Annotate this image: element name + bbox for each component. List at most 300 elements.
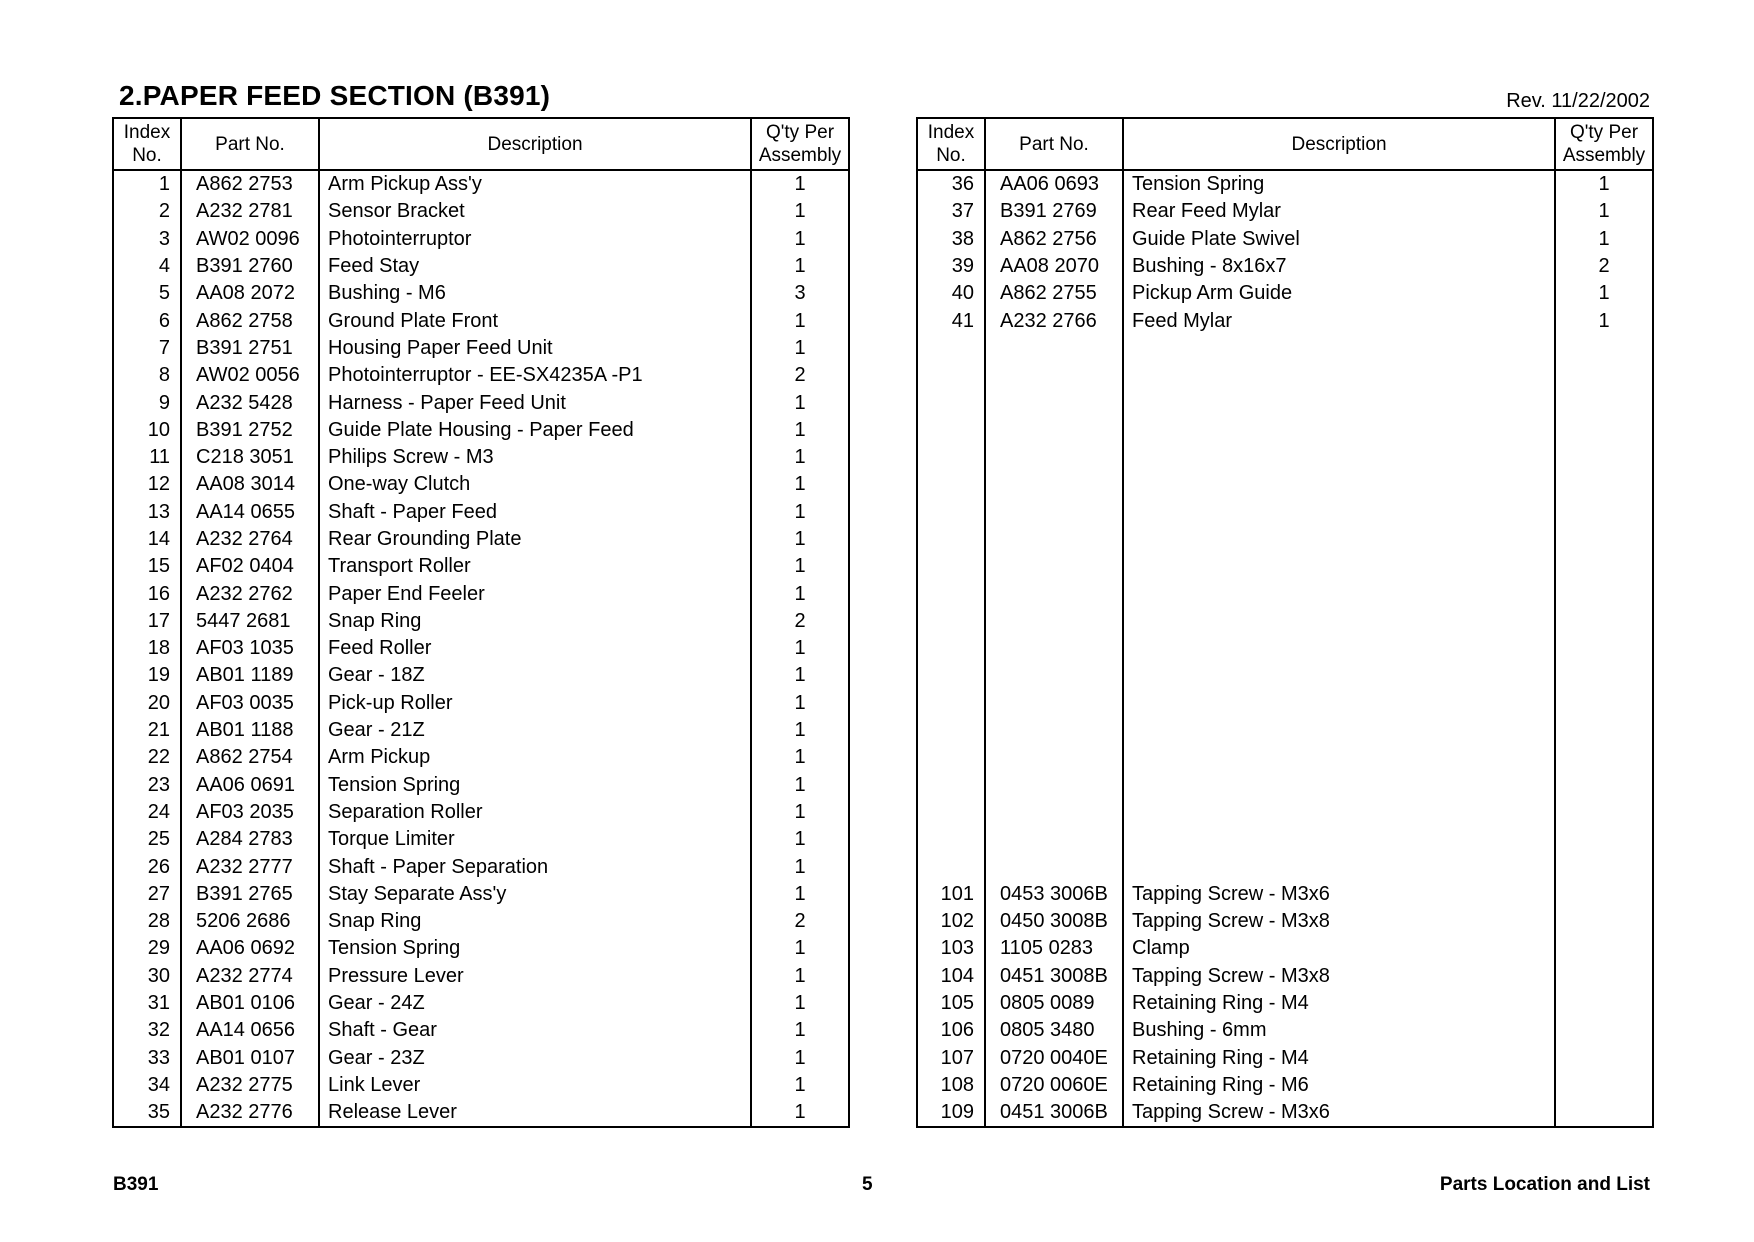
index-cell: 13 <box>113 499 181 526</box>
index-cell: 41 <box>917 307 985 334</box>
qty-cell <box>1555 471 1653 498</box>
table-row <box>917 963 1653 990</box>
qty-cell: 3 <box>794 282 806 305</box>
parts-table-left <box>112 117 850 1128</box>
qty-cell: 2 <box>1598 255 1610 278</box>
qty-cell: 1 <box>794 500 806 523</box>
part-no-cell <box>985 608 1123 635</box>
part-no-cell: AA06 0693 <box>985 170 1123 198</box>
part-no-cell: 0451 3008B <box>985 963 1123 990</box>
index-cell: 104 <box>917 963 985 990</box>
table-row <box>917 1072 1653 1099</box>
part-no-cell: B391 2769 <box>985 198 1123 225</box>
index-cell: 18 <box>113 635 181 662</box>
index-cell: 8 <box>113 362 181 389</box>
description-cell: Feed Roller <box>319 635 751 662</box>
description-cell <box>1123 744 1555 771</box>
description-cell <box>1123 553 1555 580</box>
index-cell: 7 <box>113 335 181 362</box>
qty-cell: 1 <box>794 800 806 823</box>
description-cell: One-way Clutch <box>319 471 751 498</box>
part-no-header: Part No. <box>181 118 319 170</box>
qty-header: Q'ty Per Assembly <box>1555 118 1653 170</box>
description-cell <box>1123 526 1555 553</box>
qty-cell <box>1555 935 1653 962</box>
part-no-cell: 0805 3480 <box>985 1017 1123 1044</box>
index-cell: 105 <box>917 990 985 1017</box>
qty-cell: 1 <box>794 555 806 578</box>
description-cell: Tapping Screw - M3x6 <box>1123 1099 1555 1127</box>
index-cell <box>917 853 985 880</box>
part-no-cell: A232 2775 <box>181 1072 319 1099</box>
table-row <box>917 690 1653 717</box>
description-cell: Feed Mylar <box>1123 307 1555 334</box>
part-no-cell <box>985 417 1123 444</box>
table-row <box>917 1045 1653 1072</box>
description-cell <box>1123 662 1555 689</box>
qty-cell: 1 <box>794 336 806 359</box>
index-cell <box>917 799 985 826</box>
description-cell: Philips Screw - M3 <box>319 444 751 471</box>
part-no-cell: 0453 3006B <box>985 881 1123 908</box>
part-no-cell: AW02 0096 <box>181 226 319 253</box>
table-row <box>113 1045 849 1072</box>
qty-cell: 1 <box>1598 200 1610 223</box>
part-no-cell: 1105 0283 <box>985 935 1123 962</box>
qty-cell <box>1555 444 1653 471</box>
qty-cell <box>1555 1017 1653 1044</box>
part-no-cell: B391 2752 <box>181 417 319 444</box>
qty-cell <box>1555 580 1653 607</box>
table-row <box>917 389 1653 416</box>
description-cell: Shaft - Paper Separation <box>319 853 751 880</box>
qty-cell: 1 <box>794 1046 806 1069</box>
table-row <box>917 990 1653 1017</box>
index-cell: 24 <box>113 799 181 826</box>
table-row <box>917 635 1653 662</box>
description-cell: Tapping Screw - M3x8 <box>1123 908 1555 935</box>
table-row <box>917 1099 1653 1127</box>
index-cell: 31 <box>113 990 181 1017</box>
index-cell: 32 <box>113 1017 181 1044</box>
table-row <box>113 826 849 853</box>
index-cell: 25 <box>113 826 181 853</box>
index-cell: 10 <box>113 417 181 444</box>
qty-cell: 2 <box>794 364 806 387</box>
table-row <box>917 417 1653 444</box>
table-row <box>917 335 1653 362</box>
part-no-cell <box>985 499 1123 526</box>
table-row <box>113 553 849 580</box>
index-cell: 6 <box>113 307 181 334</box>
index-cell <box>917 826 985 853</box>
index-cell <box>917 471 985 498</box>
qty-cell: 1 <box>794 473 806 496</box>
index-cell: 16 <box>113 580 181 607</box>
footer-model: B391 <box>113 1174 159 1195</box>
qty-cell: 2 <box>794 609 806 632</box>
table-row <box>113 935 849 962</box>
qty-cell: 1 <box>1598 173 1610 196</box>
part-no-cell: C218 3051 <box>181 444 319 471</box>
description-cell: Tapping Screw - M3x8 <box>1123 963 1555 990</box>
description-cell: Pick-up Roller <box>319 690 751 717</box>
qty-cell: 1 <box>794 964 806 987</box>
qty-cell <box>1555 908 1653 935</box>
table-row <box>113 526 849 553</box>
qty-cell <box>1555 389 1653 416</box>
index-cell <box>917 362 985 389</box>
table-row <box>113 362 849 389</box>
description-cell: Gear - 23Z <box>319 1045 751 1072</box>
table-row <box>917 526 1653 553</box>
part-no-cell: AF03 0035 <box>181 690 319 717</box>
index-cell <box>917 444 985 471</box>
description-cell: Bushing - 6mm <box>1123 1017 1555 1044</box>
description-cell: Pickup Arm Guide <box>1123 280 1555 307</box>
part-no-cell: A862 2758 <box>181 307 319 334</box>
index-cell: 1 <box>113 170 181 198</box>
index-cell: 33 <box>113 1045 181 1072</box>
index-cell: 27 <box>113 881 181 908</box>
description-cell: Retaining Ring - M4 <box>1123 1045 1555 1072</box>
part-no-cell <box>985 526 1123 553</box>
table-row <box>113 580 849 607</box>
part-no-cell <box>985 662 1123 689</box>
description-cell: Gear - 18Z <box>319 662 751 689</box>
qty-cell: 1 <box>794 227 806 250</box>
table-row <box>917 744 1653 771</box>
table-row <box>113 198 849 225</box>
index-cell: 29 <box>113 935 181 962</box>
qty-cell: 1 <box>794 637 806 660</box>
index-cell: 19 <box>113 662 181 689</box>
table-row <box>113 772 849 799</box>
description-cell: Tension Spring <box>319 772 751 799</box>
index-cell: 101 <box>917 881 985 908</box>
description-cell: Link Lever <box>319 1072 751 1099</box>
table-row <box>917 608 1653 635</box>
description-cell <box>1123 362 1555 389</box>
index-cell: 103 <box>917 935 985 962</box>
description-cell: Tapping Screw - M3x6 <box>1123 881 1555 908</box>
part-no-cell: 5447 2681 <box>181 608 319 635</box>
index-cell <box>917 389 985 416</box>
qty-cell <box>1555 772 1653 799</box>
table-row <box>113 253 849 280</box>
table-row <box>917 362 1653 389</box>
index-cell: 39 <box>917 253 985 280</box>
qty-cell <box>1555 990 1653 1017</box>
description-cell <box>1123 826 1555 853</box>
part-no-cell: AA08 2072 <box>181 280 319 307</box>
qty-cell <box>1555 362 1653 389</box>
description-cell: Release Lever <box>319 1099 751 1127</box>
table-row <box>113 690 849 717</box>
description-cell: Ground Plate Front <box>319 307 751 334</box>
table-row <box>917 580 1653 607</box>
table-row <box>113 444 849 471</box>
qty-cell: 1 <box>794 773 806 796</box>
description-cell: Pressure Lever <box>319 963 751 990</box>
description-cell <box>1123 635 1555 662</box>
qty-cell: 1 <box>794 691 806 714</box>
qty-cell: 1 <box>794 828 806 851</box>
description-cell <box>1123 471 1555 498</box>
qty-cell: 1 <box>794 992 806 1015</box>
part-no-cell: AA06 0692 <box>181 935 319 962</box>
description-cell: Bushing - M6 <box>319 280 751 307</box>
description-cell <box>1123 853 1555 880</box>
index-cell: 20 <box>113 690 181 717</box>
index-cell <box>917 499 985 526</box>
table-row <box>917 772 1653 799</box>
part-no-cell: A232 2781 <box>181 198 319 225</box>
table-row <box>113 1072 849 1099</box>
table-row <box>113 608 849 635</box>
index-cell: 28 <box>113 908 181 935</box>
index-cell <box>917 690 985 717</box>
table-row <box>917 826 1653 853</box>
table-row <box>113 963 849 990</box>
table-row <box>113 170 849 198</box>
qty-cell <box>1555 1072 1653 1099</box>
part-no-cell <box>985 799 1123 826</box>
description-cell: Guide Plate Swivel <box>1123 226 1555 253</box>
part-no-cell: AF03 2035 <box>181 799 319 826</box>
qty-cell <box>1555 1099 1653 1127</box>
description-cell: Transport Roller <box>319 553 751 580</box>
part-no-cell: AB01 1189 <box>181 662 319 689</box>
qty-cell: 1 <box>794 255 806 278</box>
index-cell: 12 <box>113 471 181 498</box>
part-no-cell <box>985 553 1123 580</box>
index-cell <box>917 662 985 689</box>
table-row <box>113 499 849 526</box>
qty-cell <box>1555 608 1653 635</box>
description-cell <box>1123 499 1555 526</box>
part-no-cell: AF02 0404 <box>181 553 319 580</box>
footer-page-number: 5 <box>862 1174 873 1195</box>
qty-cell: 1 <box>794 418 806 441</box>
part-no-cell: AB01 0107 <box>181 1045 319 1072</box>
table-row <box>917 935 1653 962</box>
qty-cell <box>1555 690 1653 717</box>
description-cell: Arm Pickup Ass'y <box>319 170 751 198</box>
index-cell <box>917 580 985 607</box>
table-row <box>917 280 1653 307</box>
table-row <box>113 881 849 908</box>
index-cell: 30 <box>113 963 181 990</box>
description-cell <box>1123 608 1555 635</box>
qty-cell <box>1555 799 1653 826</box>
description-cell <box>1123 799 1555 826</box>
part-no-header: Part No. <box>985 118 1123 170</box>
qty-cell: 1 <box>794 1101 806 1124</box>
description-cell: Stay Separate Ass'y <box>319 881 751 908</box>
qty-cell: 1 <box>794 937 806 960</box>
index-cell <box>917 744 985 771</box>
qty-cell: 1 <box>794 200 806 223</box>
table-row <box>113 717 849 744</box>
description-cell <box>1123 580 1555 607</box>
index-cell: 21 <box>113 717 181 744</box>
table-header-row <box>917 118 1653 170</box>
part-no-cell: A862 2755 <box>985 280 1123 307</box>
part-no-cell: AB01 0106 <box>181 990 319 1017</box>
table-row <box>917 444 1653 471</box>
index-cell <box>917 417 985 444</box>
qty-cell <box>1555 963 1653 990</box>
description-cell: Snap Ring <box>319 608 751 635</box>
table-row <box>917 499 1653 526</box>
part-no-cell: A232 2776 <box>181 1099 319 1127</box>
table-row <box>113 307 849 334</box>
part-no-cell: 0450 3008B <box>985 908 1123 935</box>
part-no-cell: AA08 3014 <box>181 471 319 498</box>
footer-section: Parts Location and List <box>1439 1174 1650 1195</box>
table-row <box>917 881 1653 908</box>
index-cell: 26 <box>113 853 181 880</box>
table-row <box>113 335 849 362</box>
qty-cell <box>1555 335 1653 362</box>
description-cell: Sensor Bracket <box>319 198 751 225</box>
table-row <box>917 307 1653 334</box>
qty-cell: 1 <box>794 446 806 469</box>
page-title: 2.PAPER FEED SECTION (B391) <box>119 80 551 111</box>
description-cell: Harness - Paper Feed Unit <box>319 389 751 416</box>
qty-cell: 1 <box>794 746 806 769</box>
description-cell: Bushing - 8x16x7 <box>1123 253 1555 280</box>
description-cell: Retaining Ring - M4 <box>1123 990 1555 1017</box>
qty-cell: 1 <box>794 882 806 905</box>
table-row <box>113 1099 849 1127</box>
index-cell: 14 <box>113 526 181 553</box>
table-row <box>917 717 1653 744</box>
part-no-cell: 0720 0060E <box>985 1072 1123 1099</box>
index-cell: 102 <box>917 908 985 935</box>
part-no-cell: A862 2754 <box>181 744 319 771</box>
qty-cell: 1 <box>794 855 806 878</box>
part-no-cell <box>985 690 1123 717</box>
index-cell: 5 <box>113 280 181 307</box>
index-cell: 108 <box>917 1072 985 1099</box>
description-cell <box>1123 772 1555 799</box>
part-no-cell: 0805 0089 <box>985 990 1123 1017</box>
part-no-cell: A232 2764 <box>181 526 319 553</box>
table-header-row <box>113 118 849 170</box>
part-no-cell <box>985 362 1123 389</box>
table-row <box>113 635 849 662</box>
index-cell <box>917 608 985 635</box>
description-cell: Rear Grounding Plate <box>319 526 751 553</box>
description-cell: Shaft - Paper Feed <box>319 499 751 526</box>
index-cell <box>917 553 985 580</box>
description-header: Description <box>1123 118 1555 170</box>
index-cell: 15 <box>113 553 181 580</box>
qty-cell: 1 <box>1598 309 1610 332</box>
qty-cell: 1 <box>1598 227 1610 250</box>
table-row <box>917 1017 1653 1044</box>
description-cell: Clamp <box>1123 935 1555 962</box>
description-cell <box>1123 444 1555 471</box>
description-cell: Housing Paper Feed Unit <box>319 335 751 362</box>
description-cell: Gear - 21Z <box>319 717 751 744</box>
index-cell <box>917 335 985 362</box>
table-row <box>113 471 849 498</box>
index-cell <box>917 526 985 553</box>
qty-cell <box>1555 553 1653 580</box>
part-no-cell: AB01 1188 <box>181 717 319 744</box>
part-no-cell: A232 2777 <box>181 853 319 880</box>
part-no-cell: A232 5428 <box>181 389 319 416</box>
table-row <box>917 799 1653 826</box>
index-cell: 11 <box>113 444 181 471</box>
part-no-cell: B391 2765 <box>181 881 319 908</box>
part-no-cell: 0451 3006B <box>985 1099 1123 1127</box>
part-no-cell <box>985 826 1123 853</box>
description-cell: Separation Roller <box>319 799 751 826</box>
index-no-header: Index No. <box>917 118 985 170</box>
index-cell: 37 <box>917 198 985 225</box>
description-cell <box>1123 417 1555 444</box>
part-no-cell <box>985 744 1123 771</box>
description-cell <box>1123 717 1555 744</box>
description-cell: Photointerruptor <box>319 226 751 253</box>
qty-cell <box>1555 881 1653 908</box>
index-cell: 2 <box>113 198 181 225</box>
qty-cell <box>1555 526 1653 553</box>
part-no-cell: A284 2783 <box>181 826 319 853</box>
table-row <box>917 908 1653 935</box>
index-cell <box>917 717 985 744</box>
part-no-cell: B391 2751 <box>181 335 319 362</box>
qty-cell: 1 <box>794 1073 806 1096</box>
qty-header: Q'ty Per Assembly <box>751 118 849 170</box>
description-cell: Shaft - Gear <box>319 1017 751 1044</box>
table-row <box>113 389 849 416</box>
index-cell: 106 <box>917 1017 985 1044</box>
description-cell: Tension Spring <box>1123 170 1555 198</box>
qty-cell <box>1555 417 1653 444</box>
table-row <box>917 198 1653 225</box>
table-row <box>113 1017 849 1044</box>
table-row <box>917 471 1653 498</box>
part-no-cell <box>985 335 1123 362</box>
part-no-cell: A232 2762 <box>181 580 319 607</box>
part-no-cell <box>985 853 1123 880</box>
description-cell: Photointerruptor - EE-SX4235A -P1 <box>319 362 751 389</box>
qty-cell: 1 <box>794 391 806 414</box>
description-cell: Paper End Feeler <box>319 580 751 607</box>
index-cell: 107 <box>917 1045 985 1072</box>
qty-cell <box>1555 662 1653 689</box>
index-cell: 35 <box>113 1099 181 1127</box>
part-no-cell: AA08 2070 <box>985 253 1123 280</box>
parts-table-right <box>916 117 1654 1128</box>
index-cell: 109 <box>917 1099 985 1127</box>
qty-cell <box>1555 853 1653 880</box>
qty-cell <box>1555 826 1653 853</box>
qty-cell <box>1555 635 1653 662</box>
index-cell: 40 <box>917 280 985 307</box>
part-no-cell: 0720 0040E <box>985 1045 1123 1072</box>
index-cell: 3 <box>113 226 181 253</box>
table-row <box>113 280 849 307</box>
index-cell: 17 <box>113 608 181 635</box>
table-row <box>917 662 1653 689</box>
table-row <box>113 799 849 826</box>
